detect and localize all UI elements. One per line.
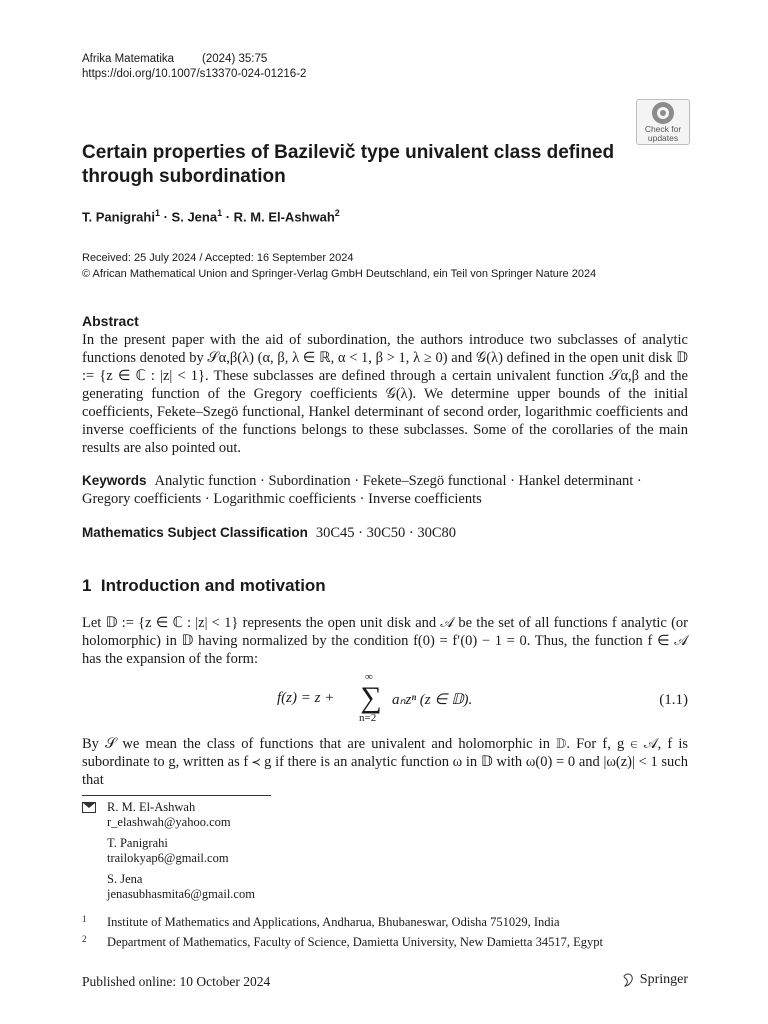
copyright-line: © African Mathematical Union and Springer-Verlag GmbH Deutschland, ein Teil von Springer Nature 2024 (82, 268, 597, 280)
badge-line2: updates (647, 133, 679, 143)
author-separator: · (222, 209, 234, 225)
equation-left: f(z) = z + (277, 690, 335, 706)
summation-symbol: ∞ ∑ n=2 (359, 671, 382, 724)
affiliation-text: Department of Mathematics, Faculty of Science, Damietta University, New Damietta 34517, Egypt (107, 935, 603, 949)
affiliation-text: Institute of Mathematics and Applications, Andharua, Bhubaneswar, Odisha 751029, India (107, 915, 560, 929)
equation-right: aₙzⁿ (z ∈ 𝔻). (392, 692, 473, 708)
equation-1-1 (82, 671, 688, 726)
crossmark-icon (652, 102, 674, 124)
publisher-name: Springer (639, 972, 688, 987)
intro-paragraph-2: By 𝒮 we mean the class of functions that are univalent and holomorphic in 𝔻. For f, g ∈ 𝒜, f is subordinate to g, written as f ≺ g if there is an analytic function ω in 𝔻 with ω(0) = 0 and |ω(z)| < 1 such that (82, 736, 688, 788)
affiliation-number: 1 (82, 914, 87, 924)
section-heading (82, 576, 326, 596)
author-name[interactable]: T. Panigrahi (82, 209, 155, 225)
affiliation-number: 2 (82, 934, 87, 944)
abstract-text: In the present paper with the aid of subordination, the authors introduce two subclasses of analytic functions denoted by 𝒮α,β(λ) (α, β, λ ∈ ℝ, α < 1, β > 1, λ ≥ 0) and 𝒢(λ) defined in the open unit disk 𝔻 := {z ∈ ℂ : |z| < 1}. These subclasses are defined through a certain univalent function 𝒮α,β and the generating function of the Gregory coefficients 𝒢(λ). We determine upper bounds of the initial coefficients, Fekete–Szegö functional, Hankel determinant of second order, logarithmic coefficients and inverse coefficients of the functions belongs to these subclasses. Some of the corollaries of the main results are also pointed out. (82, 332, 688, 456)
author-separator: · (159, 209, 172, 225)
msc-codes: 30C45 · 30C50 · 30C80 (315, 525, 456, 541)
received-accepted: Received: 25 July 2024 / Accepted: 16 September 2024 (82, 252, 354, 264)
springer-horse-icon (622, 973, 634, 987)
contact-name: T. Panigrahi (107, 836, 168, 850)
equation-number: (1.1) (659, 692, 688, 708)
author-affiliation-mark: 1 (154, 208, 160, 218)
paper-title: Certain properties of Bazilevič type univalent class defined through subordination (82, 142, 615, 187)
badge-line1: Check for (644, 124, 682, 134)
sum-upper-limit: ∞ (365, 671, 373, 683)
published-online: Published online: 10 October 2024 (82, 974, 271, 989)
abstract-heading: Abstract (82, 313, 139, 329)
contact-email[interactable]: r_elashwah@yahoo.com (107, 815, 231, 829)
keywords-block (82, 472, 688, 508)
author-name[interactable]: S. Jena (171, 209, 218, 225)
author-name[interactable]: R. M. El-Ashwah (233, 209, 335, 225)
journal-volume: (2024) 35:75 (202, 53, 268, 65)
author-affiliation-mark: 2 (334, 208, 340, 218)
affiliation-item (82, 935, 688, 951)
msc-block (82, 525, 456, 542)
keywords-heading: Keywords (82, 473, 147, 488)
journal-name: Afrika Matematika (82, 53, 175, 65)
contact-name: R. M. El-Ashwah (107, 800, 196, 814)
journal-header (82, 52, 306, 82)
section-title: Introduction and motivation (100, 576, 326, 595)
publication-dates (82, 250, 596, 282)
section-number: 1 (82, 576, 92, 595)
doi-link[interactable]: https://doi.org/10.1007/s13370-024-01216-2 (82, 68, 307, 80)
sum-lower-limit: n=2 (359, 712, 377, 724)
author-list (82, 208, 340, 224)
footnote-divider (82, 795, 271, 796)
author-affiliation-mark: 1 (217, 208, 223, 218)
contact-email[interactable]: trailokyap6@gmail.com (107, 851, 229, 865)
keywords-text: Analytic function · Subordination · Fekete–Szegö functional · Hankel determinant · Gregory coefficients · Logarithmic coefficients · Inverse coefficients (82, 473, 642, 507)
affiliation-item (82, 915, 688, 931)
contact-name: S. Jena (107, 872, 143, 886)
contact-list (82, 800, 482, 910)
msc-heading: Mathematics Subject Classification (82, 525, 308, 540)
contact-email[interactable]: jenasubhasmita6@gmail.com (107, 887, 255, 901)
check-for-updates-badge[interactable] (636, 99, 690, 145)
springer-logo (622, 972, 688, 988)
envelope-icon (82, 802, 96, 813)
intro-paragraph-1: Let 𝔻 := {z ∈ ℂ : |z| < 1} represents the open unit disk and 𝒜 be the set of all functions f analytic (or holomorphic) in 𝔻 having normalized by the condition f(0) = f′(0) − 1 = 0. Thus, the function f ∈ 𝒜 has the expansion of the form: (82, 615, 688, 667)
